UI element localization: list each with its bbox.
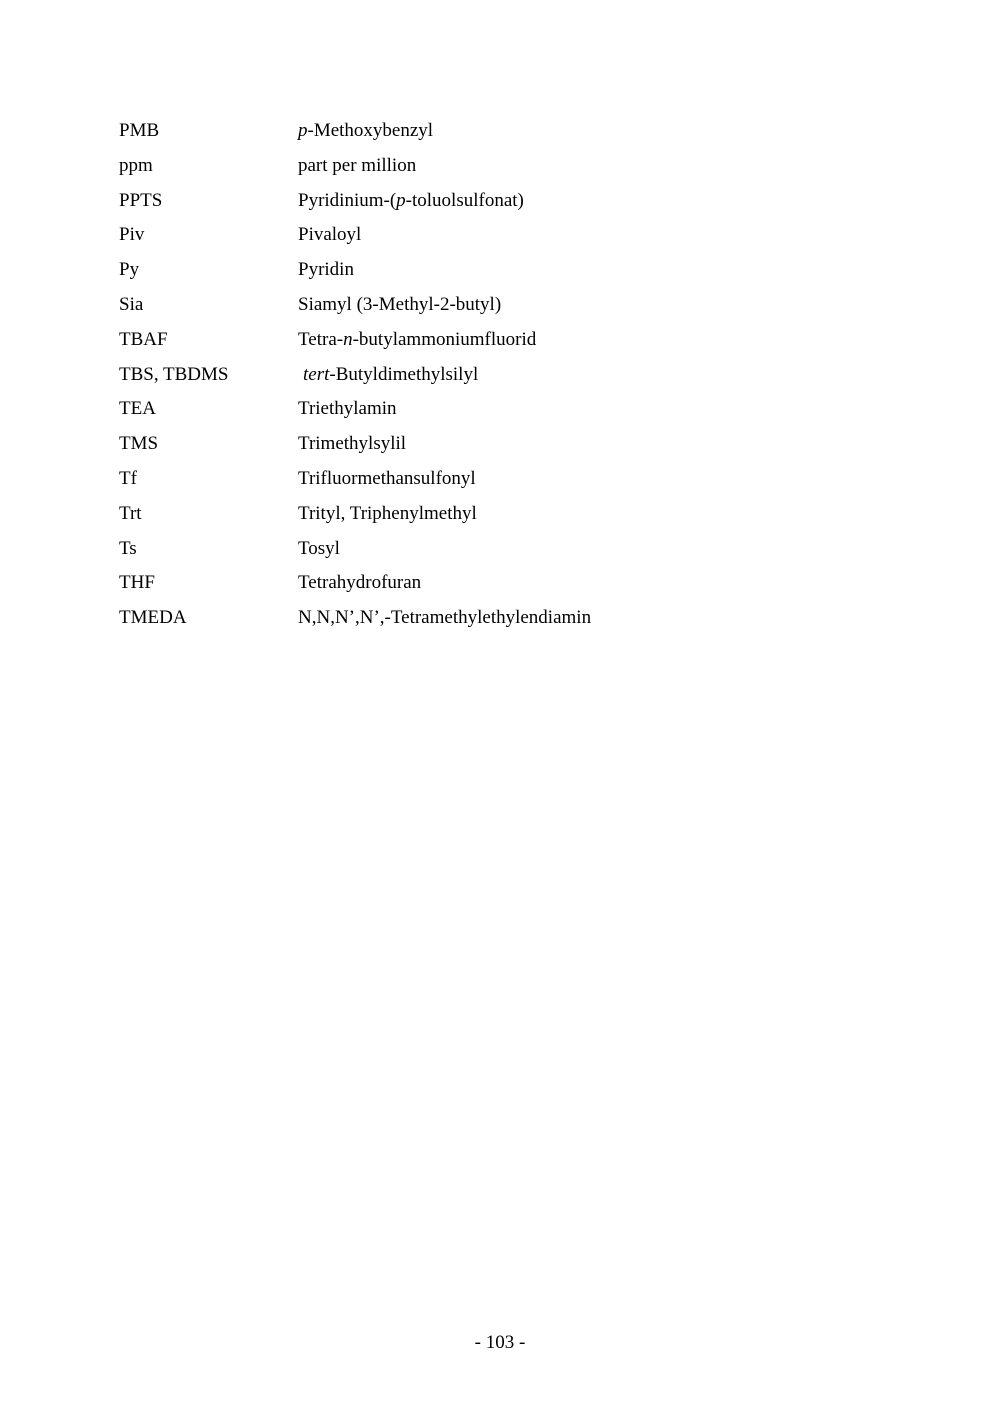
definition-text: -Methoxybenzyl [307,120,434,141]
abbreviation-definition [298,605,591,631]
abbreviation-definition [298,118,433,144]
abbreviation-term: PMB [119,120,160,141]
definition-text: Trityl, Triphenylmethyl [298,502,477,524]
abbreviation-definition [298,222,361,248]
abbreviation-definition [298,292,501,318]
abbreviation-term: Tf [119,467,137,489]
abbreviation-definition [303,362,478,388]
abbreviation-definition [298,153,416,179]
definition-text: Triethylamin [298,398,397,420]
abbreviation-row [119,222,819,257]
abbreviation-term: Piv [119,224,145,246]
definition-text: Tetra- [298,328,344,350]
abbreviation-term: Sia [119,293,144,315]
abbreviation-term: THF [119,572,155,594]
abbreviation-term: TBS, TBDMS [119,363,229,385]
abbreviation-definition [298,570,421,596]
definition-text: Pyridin [298,259,354,281]
abbreviation-definition [298,501,477,527]
definition-text: Trimethylsylil [298,433,407,455]
definition-text: N,N,N’,N’,-Tetramethylethylendiamin [298,607,592,629]
abbreviation-definition [298,431,406,457]
abbreviation-term: TMEDA [119,607,187,629]
definition-text: Tosyl [298,537,340,559]
definition-text: -toluolsulfonat) [405,189,524,211]
definition-text: Pivaloyl [298,224,362,246]
abbreviation-definition [298,396,397,422]
abbreviation-term: Trt [119,502,142,524]
abbreviation-row [119,570,819,605]
abbreviation-definition [298,188,524,214]
page-number: - 103 - [474,1332,526,1353]
definition-text: Pyridinium-( [298,189,397,211]
definition-text: -butylammoniumfluorid [352,328,537,350]
abbreviation-row [119,153,819,188]
abbreviation-term: TEA [119,398,156,420]
abbreviation-term: Py [119,259,140,281]
abbreviation-term: PPTS [119,189,163,211]
abbreviation-row [119,188,819,223]
abbreviation-definition [298,536,340,562]
definition-italic: n [343,328,353,350]
abbreviation-term: ppm [119,154,153,176]
definition-text: part per million [298,154,417,176]
abbreviation-definition [298,327,536,353]
definition-text: -Butyldimethylsilyl [329,363,479,385]
abbreviation-row [119,362,819,397]
abbreviation-row [119,118,819,153]
abbreviation-list [119,118,819,640]
abbreviation-row [119,466,819,501]
definition-italic: p [298,120,308,141]
definition-italic: tert [303,363,330,385]
abbreviation-definition [298,257,354,283]
abbreviation-row [119,327,819,362]
abbreviation-definition [298,466,476,492]
definition-italic: p [396,189,406,211]
abbreviation-row [119,292,819,327]
abbreviation-row [119,257,819,292]
abbreviation-row [119,396,819,431]
abbreviation-row [119,431,819,466]
abbreviation-row [119,501,819,536]
abbreviation-term: Ts [119,537,137,559]
definition-text: Trifluormethansulfonyl [298,467,476,489]
abbreviation-row [119,605,819,640]
abbreviation-row [119,536,819,571]
definition-text: Tetrahydrofuran [298,572,422,594]
definition-text: Siamyl (3-Methyl-2-butyl) [298,293,502,315]
abbreviation-term: TMS [119,433,159,455]
abbreviation-term: TBAF [119,328,168,350]
